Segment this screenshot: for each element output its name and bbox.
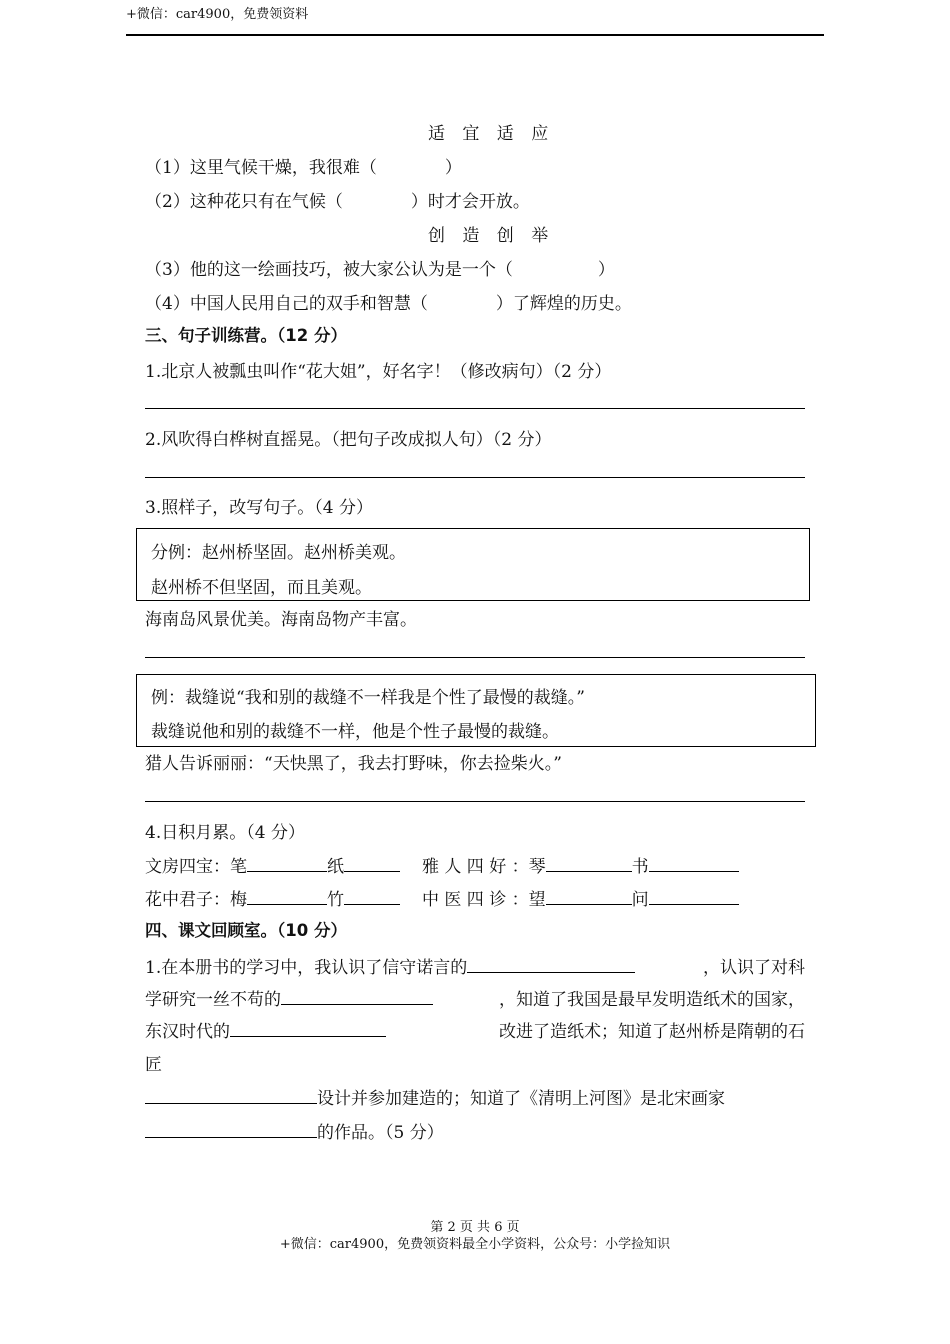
blank[interactable] <box>344 853 400 872</box>
answer-line[interactable] <box>145 657 805 658</box>
review-text: ，认识了对科 <box>703 958 805 978</box>
answer-line[interactable] <box>145 477 805 478</box>
question-1: （1）这里气候干燥，我很难（ ） <box>145 158 462 178</box>
answer-line[interactable] <box>145 408 805 409</box>
accumulation-row-1 <box>145 852 739 877</box>
accumulation-title: 4.日积月累。（4 分） <box>145 823 305 843</box>
four-diagnoses-label: 中 医 四 诊 ：望 <box>422 890 546 910</box>
footer-note: +微信：car4900，免费领资料最全小学资料，公众号：小学捡知识 <box>279 1237 671 1252</box>
word-group-1: 适 宜 适 应 <box>428 124 555 144</box>
question-3: （3）他的这一绘画技巧，被大家公认为是一个（ ） <box>145 260 615 280</box>
rewrite-task-1: 海南岛风景优美。海南岛物产丰富。 <box>145 610 417 630</box>
blank[interactable] <box>247 886 327 905</box>
review-line-5 <box>145 1084 725 1109</box>
review-line-1 <box>145 953 805 978</box>
blank[interactable] <box>467 954 635 973</box>
example-1-line-2: 赵州桥不但坚固，而且美观。 <box>151 578 372 598</box>
blank[interactable] <box>145 1119 317 1138</box>
word-group-2: 创 造 创 举 <box>428 226 555 246</box>
four-treasures-label: 文房四宝：笔 <box>145 857 247 877</box>
rewrite-task-2: 猎人告诉丽丽：“天快黑了，我去打野味，你去捡柴火。” <box>145 754 562 774</box>
review-text: ，知道了我国是最早发明造纸术的国家， <box>499 990 805 1010</box>
review-text: 学研究一丝不苟的 <box>145 990 281 1010</box>
example-2-line-2: 裁缝说他和别的裁缝不一样，他是个性子最慢的裁缝。 <box>151 722 559 742</box>
section-3-title: 三、句子训练营。（12 分） <box>145 326 347 345</box>
header-rule <box>126 34 824 36</box>
review-line-2 <box>145 985 805 1010</box>
blank[interactable] <box>247 853 327 872</box>
section-4-title: 四、课文回顾室。（10 分） <box>145 921 347 940</box>
page-number: 第 2 页 共 6 页 <box>430 1220 520 1235</box>
example-1-line-1: 分例：赵州桥坚固。赵州桥美观。 <box>151 543 406 563</box>
blank[interactable] <box>344 886 400 905</box>
review-line-3 <box>145 1017 805 1042</box>
example-2-line-1: 例：裁缝说“我和别的裁缝不一样我是个性了最慢的裁缝。” <box>151 688 585 708</box>
blank[interactable] <box>546 853 632 872</box>
blank[interactable] <box>649 853 739 872</box>
review-line-4: 匠 <box>145 1055 162 1075</box>
blank[interactable] <box>281 986 433 1005</box>
four-arts-label: 雅 人 四 好 ：琴 <box>422 857 546 877</box>
question-2: （2）这种花只有在气候（ ）时才会开放。 <box>145 192 530 212</box>
sentence-task-2: 2.风吹得白桦树直摇晃。（把句子改成拟人句）（2 分） <box>145 430 552 450</box>
sentence-task-3: 3.照样子，改写句子。（4 分） <box>145 498 373 518</box>
header-note: +微信：car4900，免费领资料 <box>126 7 309 22</box>
review-text: 东汉时代的 <box>145 1022 230 1042</box>
book-label: 书 <box>631 857 649 877</box>
ask-label: 问 <box>631 890 649 910</box>
review-line-6 <box>145 1118 444 1143</box>
four-gentlemen-label: 花中君子：梅 <box>145 890 247 910</box>
blank[interactable] <box>546 886 632 905</box>
sentence-task-1: 1.北京人被瓢虫叫作“花大姐”，好名字！（修改病句）（2 分） <box>145 362 612 382</box>
accumulation-row-2 <box>145 885 739 910</box>
blank[interactable] <box>230 1018 386 1037</box>
review-text: 1.在本册书的学习中，我认识了信守诺言的 <box>145 958 468 978</box>
review-text: 改进了造纸术；知道了赵州桥是隋朝的石 <box>499 1022 805 1042</box>
blank[interactable] <box>145 1085 317 1104</box>
bamboo-label: 竹 <box>327 890 344 910</box>
review-text: 设计并参加建造的；知道了《清明上河图》是北宋画家 <box>317 1089 725 1109</box>
review-text: 的作品。（5 分） <box>317 1123 444 1143</box>
question-4: （4）中国人民用自己的双手和智慧（ ）了辉煌的历史。 <box>145 294 632 314</box>
blank[interactable] <box>649 886 739 905</box>
paper-label: 纸 <box>327 857 344 877</box>
answer-line[interactable] <box>145 801 805 802</box>
